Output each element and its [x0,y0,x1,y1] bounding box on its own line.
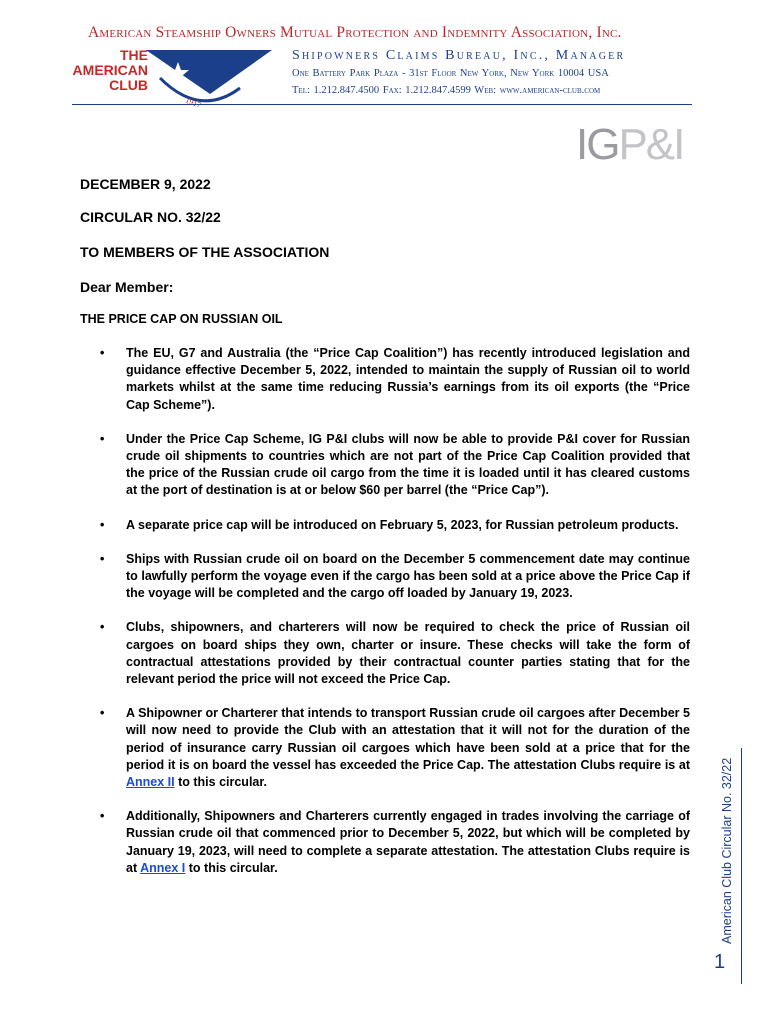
contact-line: Tel: 1.212.847.4500 Fax: 1.212.847.4599 Web: www.american-club.com [292,85,601,96]
bullet-icon: • [100,346,105,360]
logo-line-2: AMERICAN [72,62,148,78]
logo-line-1: THE [120,47,148,63]
igpi-logo-pi: P&I [618,120,684,169]
list-item [100,517,690,534]
bullet-list [100,345,690,894]
list-item [100,345,690,414]
header-divider [72,104,692,105]
bullet-icon: • [100,431,105,446]
bullet-icon: • [100,809,105,824]
logo-line-3: CLUB [109,77,148,93]
annex-ii-link[interactable]: Annex II [126,775,175,790]
bullet-text: The EU, G7 and Australia (the “Price Cap Coalition”) has recently introduced legislation and guidance effective December 5, 2022, intended to maintain the supply of Russian oil to world markets whilst at the same time reducing Russia’s earnings from its oil exports (the “Price Cap Scheme”). [126,346,690,412]
page-number: 1 [714,951,726,973]
logo-flag-icon [140,48,280,110]
salutation: Dear Member: [80,279,174,295]
footer-divider [741,748,742,984]
logo-year: 1917 [184,95,203,110]
bullet-text: Under the Price Cap Scheme, IG P&I clubs will now be able to provide P&I cover for Russian crude oil shipments to countries which are not part of the Price Cap Coalition provided that the price of the Russian crude oil cargo from the time it is loaded until it has cleared customs at the port of destination is at or below $60 per barrel (the “Price Cap”). [126,431,690,498]
bullet-text-end: to this circular. [174,775,268,790]
annex-i-link[interactable]: Annex I [140,860,186,875]
footer-circular-reference: American Club Circular No. 32/22 [720,757,734,944]
igpi-logo-ig: IG [576,120,619,169]
circular-number: CIRCULAR NO. 32/22 [80,209,221,225]
bullet-icon: • [100,620,105,635]
igpi-logo [576,120,683,170]
addressee: TO MEMBERS OF THE ASSOCIATION [80,244,330,260]
bullet-text-end: to this circular. [185,860,278,875]
list-item [100,619,690,688]
bullet-text: Additionally, Shipowners and Charterers currently engaged in trades involving the carriage of Russian crude oil that commenced prior to December 5, 2022, but which will be completed by January 19, 2023, will need to complete a separate attestation. The attestation Clubs require is at [126,809,690,875]
manager-line: Shipowners Claims Bureau, Inc., Manager [292,48,626,63]
subject-heading: THE PRICE CAP ON RUSSIAN OIL [80,312,283,326]
bullet-icon: • [100,517,105,532]
list-item [100,431,690,500]
american-club-logo [62,48,222,110]
address-line: One Battery Park Plaza - 31st Floor New York, New York 10004 USA [292,68,609,79]
list-item [100,808,690,877]
bullet-icon: • [100,706,105,721]
bullet-text: A Shipowner or Charterer that intends to transport Russian crude oil cargoes after December 5 will now need to provide the Club with an attestation that it will not for the duration of the period of insurance carry Russian oil cargoes which have been sold at a price that for the period it is on board the vessel has exceeded the Price Cap. The attestation Clubs require is at [126,706,690,772]
list-item [100,551,690,603]
bullet-icon: • [100,551,105,566]
list-item [100,705,690,791]
circular-date: DECEMBER 9, 2022 [80,176,211,192]
bullet-text: Ships with Russian crude oil on board on the December 5 commencement date may continue to lawfully perform the voyage even if the cargo has been sold at a price above the Price Cap if the voyage will be completed and the cargo off loaded by January 19, 2023. [126,551,690,601]
bullet-text: Clubs, shipowners, and charterers will now be required to check the price of Russian oil cargoes on board ships they own, charter or insure. These checks will take the form of contractual attestations provided by their contractual counter parties stating that for the relevant period the price will not exceed the Price Cap. [126,620,690,687]
bullet-text: A separate price cap will be introduced on February 5, 2023, for Russian petroleum products. [126,517,679,532]
association-name: American Steamship Owners Mutual Protection and Indemnity Association, Inc. [88,24,622,41]
